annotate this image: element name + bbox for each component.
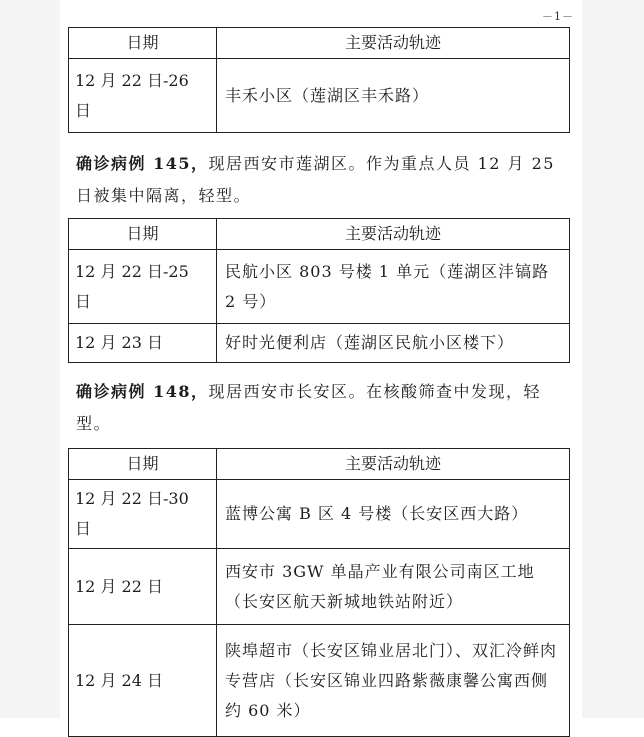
header-track: 主要活动轨迹 <box>217 449 570 480</box>
row-date: 12 月 22 日-26 日 <box>69 59 217 133</box>
header-track: 主要活动轨迹 <box>217 219 570 250</box>
row-track: 蓝博公寓 B 区 4 号楼（长安区西大路） <box>217 480 570 549</box>
header-date: 日期 <box>69 449 217 480</box>
row-date: 12 月 22 日 <box>69 549 217 625</box>
table-row <box>69 59 570 133</box>
track-table-2 <box>68 218 570 363</box>
row-track: 丰禾小区（莲湖区丰禾路） <box>217 59 570 133</box>
row-date: 12 月 22 日-30 日 <box>69 480 217 549</box>
table-row <box>69 250 570 324</box>
header-track: 主要活动轨迹 <box>217 28 570 59</box>
header-date: 日期 <box>69 219 217 250</box>
track-table-3 <box>68 448 570 737</box>
page-margin-right <box>582 0 644 718</box>
case-145-title: 确诊病例 145， <box>76 154 209 173</box>
row-track: 好时光便利店（莲湖区民航小区楼下） <box>217 324 570 363</box>
row-date: 12 月 24 日 <box>69 625 217 737</box>
page-margin-left <box>0 0 60 718</box>
table-row <box>69 549 570 625</box>
row-track: 陕埠超市（长安区锦业居北门）、双汇冷鲜肉专营店（长安区锦业四路紫薇康馨公寓西侧约 60 米） <box>217 625 570 737</box>
page-number: －1－ <box>542 10 574 23</box>
row-track: 西安市 3GW 单晶产业有限公司南区工地（长安区航天新城地铁站附近） <box>217 549 570 625</box>
table-header-row <box>69 219 570 250</box>
table-row <box>69 324 570 363</box>
row-track: 民航小区 803 号楼 1 单元（莲湖区沣镐路 2 号） <box>217 250 570 324</box>
row-date: 12 月 23 日 <box>69 324 217 363</box>
table-row <box>69 625 570 737</box>
row-date: 12 月 22 日-25 日 <box>69 250 217 324</box>
table-row <box>69 480 570 549</box>
case-145-paragraph <box>76 148 570 212</box>
case-148-paragraph <box>76 376 570 440</box>
case-148-title: 确诊病例 148， <box>76 382 209 401</box>
case-148-text: 现居西安市长安区。在核酸筛查中发现，轻型。 <box>76 382 541 433</box>
case-145-text: 现居西安市莲湖区。作为重点人员 12 月 25 日被集中隔离，轻型。 <box>76 154 555 205</box>
table-header-row <box>69 449 570 480</box>
header-date: 日期 <box>69 28 217 59</box>
table-header-row <box>69 28 570 59</box>
track-table-1 <box>68 27 570 133</box>
